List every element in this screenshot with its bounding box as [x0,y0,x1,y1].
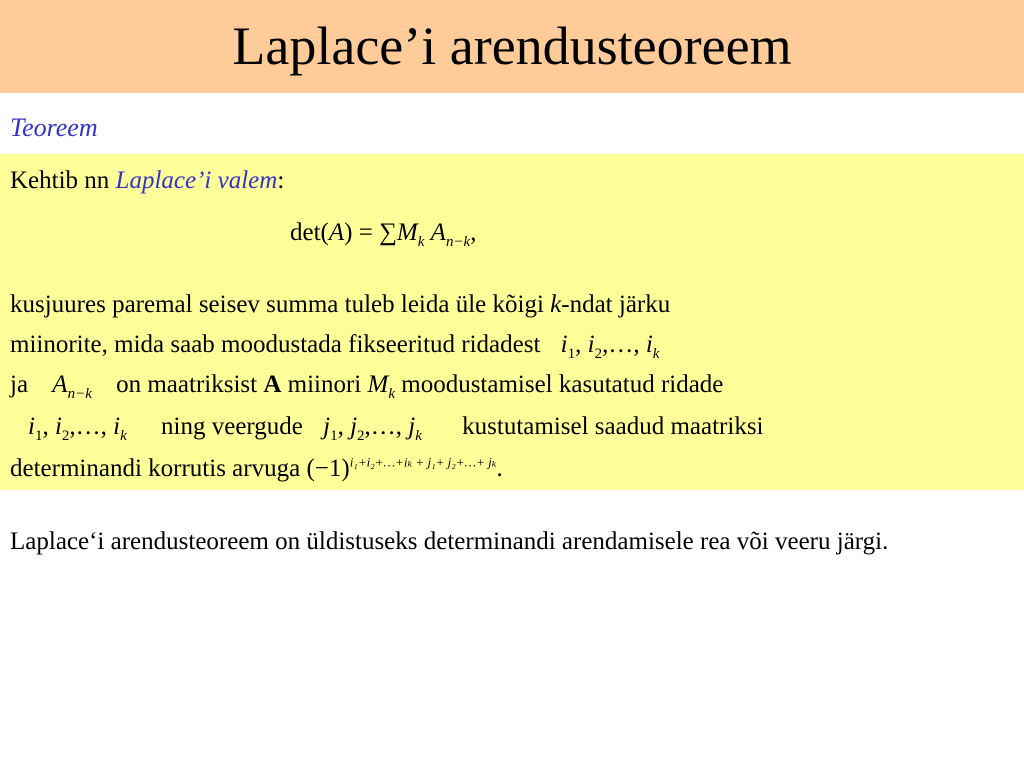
column-index-sequence: $j_1$, $j_2,\dots$, $j_k$ [323,413,422,444]
A-variable: A [52,371,68,398]
nk-index: n−k [67,386,92,402]
text-span: kusjuures paremal seisev summa tuleb leida üle kõigi [10,291,551,318]
text-span: ja [10,371,29,398]
formula-complement-index: n−k [445,234,471,250]
sign-base: (−1) [306,455,350,482]
laplace-formula [290,218,476,248]
i-variable: i [560,331,568,358]
intro-suffix: : [277,167,285,194]
text-span: kustutamisel saadud maatriksi [462,413,764,440]
theorem-text-line-1 [10,290,670,320]
text-span: determinandi korrutis arvuga [10,455,301,482]
laplace-formula-name: Laplace’i valem [115,167,278,194]
formula-det: det( [290,219,329,246]
M-variable: M [367,371,389,398]
k-index: k [388,386,395,402]
k-variable: k [550,291,562,318]
text-span: ning veergude [161,413,303,440]
text-span: miinorite, mida saab moodustada fikseeritud ridadest [10,331,541,358]
row-index-sequence-2: $i_1$, $i_2,\dots$, $i_k$ [28,413,127,444]
formula-matrix: A [328,219,345,246]
theorem-intro [10,166,284,196]
text-span: on maatriksist [116,371,264,398]
text-span: moodustamisel kasutatud ridade [395,371,724,398]
theorem-text-line-3 [10,370,723,400]
formula-comma: , [470,219,477,246]
intro-prefix: Kehtib nn [10,167,116,194]
text-span: . [496,455,503,482]
theorem-text-line-5 [10,454,503,484]
complement-symbol [52,371,92,402]
slide-title: Laplace’i arendusteoreem [232,16,792,76]
formula-equals-sum: ) = ∑ [344,219,397,246]
sign-factor [306,455,496,482]
formula-complement: A [430,219,446,246]
formula-minor: M [396,219,418,246]
row-index-sequence: $i_1$, $i_2,\dots$, $i_k$ [560,331,660,362]
theorem-text-line-2 [10,330,659,360]
sign-exponent: i₁+i₂+…+iₖ + j₁+ j₂+…+ jₖ [349,454,497,470]
remark-paragraph: Laplace‘i arendusteoreem on üldistuseks determinandi arendamisele rea või veeru järgi. [10,528,889,555]
text-span: miinori [281,371,368,398]
matrix-A-bold: A [263,371,282,398]
formula-minor-index: k [417,234,425,250]
text-span: -ndat järku [561,291,671,318]
theorem-text-line-4 [10,412,764,442]
theorem-label: Teoreem [10,113,98,142]
